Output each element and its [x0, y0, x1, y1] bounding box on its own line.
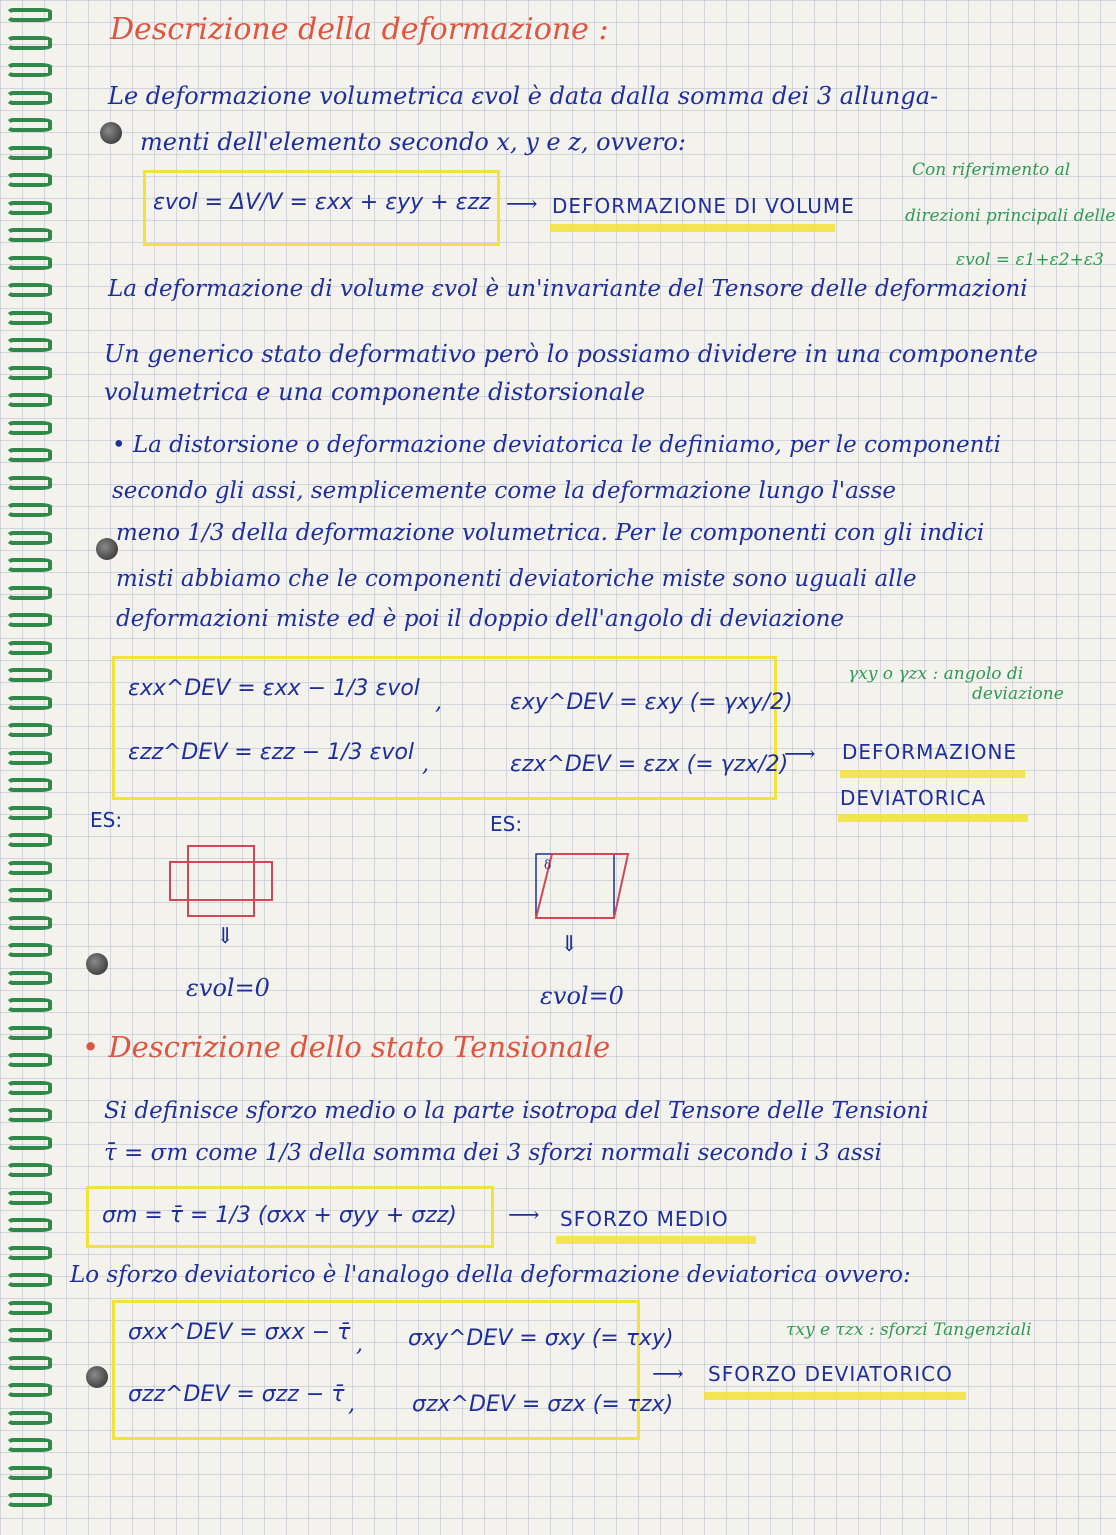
separator-comma: ,	[348, 1392, 355, 1417]
spiral-coil	[6, 1163, 52, 1177]
spiral-coil	[6, 36, 52, 50]
spiral-coil	[6, 1053, 52, 1067]
formula-dev-zx: εzx^DEV = εzx (= γzx/2)	[510, 752, 789, 777]
side-note-line: direzioni principali delle	[905, 206, 1116, 226]
formula-sforzo-medio: σm = τ̄ = 1/3 (σxx + σyy + σzz)	[102, 1203, 457, 1228]
spiral-coil	[6, 421, 52, 435]
paragraph-line: secondo gli assi, semplicemente come la deformazione lungo l'asse	[112, 478, 897, 504]
highlight-bar	[704, 1392, 966, 1400]
section-title-deformazione: Descrizione della deformazione :	[110, 12, 609, 47]
spiral-coil	[6, 531, 52, 545]
spiral-coil	[6, 1438, 52, 1452]
side-note-line: τxy e τzx : sforzi Tangenziali	[786, 1320, 1032, 1340]
example-result: εvol=0	[186, 974, 270, 1002]
formula-sdev-xx: σxx^DEV = σxx − τ̄	[128, 1320, 351, 1345]
punch-hole	[96, 538, 118, 560]
highlight-bar	[840, 770, 1025, 778]
formula-dev-xx: εxx^DEV = εxx − 1/3 εvol	[128, 676, 420, 701]
spiral-coil	[6, 641, 52, 655]
spiral-coil	[6, 1328, 52, 1342]
punch-hole	[86, 953, 108, 975]
spiral-coil	[6, 558, 52, 572]
formula-dev-xy: εxy^DEV = εxy (= γxy/2)	[510, 690, 793, 715]
spiral-coil	[6, 1383, 52, 1397]
label-deformazione-volume: DEFORMAZIONE DI VOLUME	[552, 194, 855, 218]
spiral-coil	[6, 256, 52, 270]
side-note-line: Con riferimento al	[912, 160, 1071, 180]
arrow-icon: ⟶	[508, 1203, 540, 1228]
spiral-coil	[6, 668, 52, 682]
spiral-coil	[6, 833, 52, 847]
example-result: εvol=0	[540, 982, 624, 1010]
label-deformazione-line1: DEFORMAZIONE	[842, 740, 1018, 764]
example-diagram-rectangles	[160, 840, 290, 920]
spiral-coil	[6, 311, 52, 325]
paragraph-line: menti dell'elemento secondo x, y e z, ovvero:	[140, 128, 686, 156]
spiral-coil	[6, 118, 52, 132]
spiral-coil	[6, 283, 52, 297]
spiral-coil	[6, 1191, 52, 1205]
paragraph-line: Un generico stato deformativo però lo possiamo dividere in una componente	[104, 340, 1038, 368]
paragraph-line: Lo sforzo deviatorico è l'analogo della deformazione deviatorica ovvero:	[70, 1262, 911, 1288]
spiral-coil	[6, 916, 52, 930]
spiral-coil	[6, 338, 52, 352]
spiral-coil	[6, 1493, 52, 1507]
spiral-coil	[6, 173, 52, 187]
example-label: ES:	[90, 808, 123, 832]
arrow-icon: ⟶	[506, 192, 538, 217]
arrow-icon: ⟶	[652, 1362, 684, 1387]
paragraph-line: deformazioni miste ed è poi il doppio dell'angolo di deviazione	[116, 606, 845, 632]
separator-comma: ,	[422, 752, 429, 777]
formula-sdev-zx: σzx^DEV = σzx (= τzx)	[412, 1392, 674, 1417]
spiral-coil	[6, 476, 52, 490]
spiral-coil	[6, 943, 52, 957]
spiral-coil	[6, 201, 52, 215]
formula-sdev-xy: σxy^DEV = σxy (= τxy)	[408, 1326, 674, 1351]
spiral-coil	[6, 366, 52, 380]
punch-hole	[100, 122, 122, 144]
spiral-coil	[6, 1108, 52, 1122]
label-sforzo-medio: SFORZO MEDIO	[560, 1207, 729, 1231]
paragraph-line: • La distorsione o deformazione deviatorica le definiamo, per le componenti	[112, 432, 1002, 458]
paragraph-line: La deformazione di volume εvol è un'invariante del Tensore delle deformazioni	[108, 276, 1028, 302]
spiral-coil	[6, 91, 52, 105]
punch-hole	[86, 1366, 108, 1388]
highlight-bar	[838, 814, 1028, 822]
spiral-coil	[6, 971, 52, 985]
spiral-coil	[6, 861, 52, 875]
spiral-coil	[6, 998, 52, 1012]
spiral-coil	[6, 888, 52, 902]
label-deformazione-line2: DEVIATORICA	[840, 786, 987, 810]
side-note-line: deviazione	[972, 684, 1064, 704]
highlight-bar	[550, 224, 835, 232]
spiral-binding	[0, 0, 60, 1535]
spiral-coil	[6, 778, 52, 792]
paragraph-line: Le deformazione volumetrica εvol è data dalla somma dei 3 allunga-	[108, 82, 939, 110]
spiral-coil	[6, 8, 52, 22]
spiral-coil	[6, 1246, 52, 1260]
spiral-coil	[6, 1026, 52, 1040]
spiral-coil	[6, 1466, 52, 1480]
spiral-coil	[6, 1301, 52, 1315]
example-label: ES:	[490, 812, 523, 836]
separator-comma: ,	[356, 1332, 363, 1357]
angle-marker: δ	[544, 858, 552, 872]
spiral-coil	[6, 228, 52, 242]
paragraph-line: Si definisce sforzo medio o la parte isotropa del Tensore delle Tensioni	[104, 1098, 929, 1124]
paragraph-line: misti abbiamo che le componenti deviatoriche miste sono uguali alle	[116, 566, 917, 592]
spiral-coil	[6, 1136, 52, 1150]
spiral-coil	[6, 1081, 52, 1095]
spiral-coil	[6, 806, 52, 820]
label-sforzo-deviatorico: SFORZO DEVIATORICO	[708, 1362, 953, 1386]
spiral-coil	[6, 503, 52, 517]
paragraph-line: meno 1/3 della deformazione volumetrica. Per le componenti con gli indici	[116, 520, 985, 546]
spiral-coil	[6, 1356, 52, 1370]
spiral-coil	[6, 1218, 52, 1232]
formula-sdev-zz: σzz^DEV = σzz − τ̄	[128, 1382, 345, 1407]
spiral-coil	[6, 751, 52, 765]
side-note-line: γxy o γzx : angolo di	[848, 664, 1024, 684]
spiral-coil	[6, 63, 52, 77]
spiral-coil	[6, 393, 52, 407]
arrow-icon: ⟶	[784, 742, 816, 767]
section-title-tensionale: • Descrizione dello stato Tensionale	[82, 1030, 611, 1064]
formula-volume: εvol = ΔV/V = εxx + εyy + εzz	[153, 190, 491, 215]
spiral-coil	[6, 1273, 52, 1287]
spiral-coil	[6, 723, 52, 737]
spiral-coil	[6, 1411, 52, 1425]
spiral-coil	[6, 146, 52, 160]
separator-comma: ,	[435, 690, 442, 715]
paragraph-line: volumetrica e una componente distorsionale	[104, 378, 646, 406]
spiral-coil	[6, 586, 52, 600]
implies-arrow-icon: ⇓	[560, 932, 579, 957]
side-note-formula: εvol = ε1+ε2+ε3	[956, 250, 1104, 270]
spiral-coil	[6, 696, 52, 710]
spiral-coil	[6, 448, 52, 462]
formula-dev-zz: εzz^DEV = εzz − 1/3 εvol	[128, 740, 415, 765]
highlight-bar	[556, 1236, 756, 1244]
paragraph-line: τ̄ = σm come 1/3 della somma dei 3 sforzi normali secondo i 3 assi	[104, 1140, 882, 1166]
implies-arrow-icon: ⇓	[216, 924, 235, 949]
spiral-coil	[6, 613, 52, 627]
